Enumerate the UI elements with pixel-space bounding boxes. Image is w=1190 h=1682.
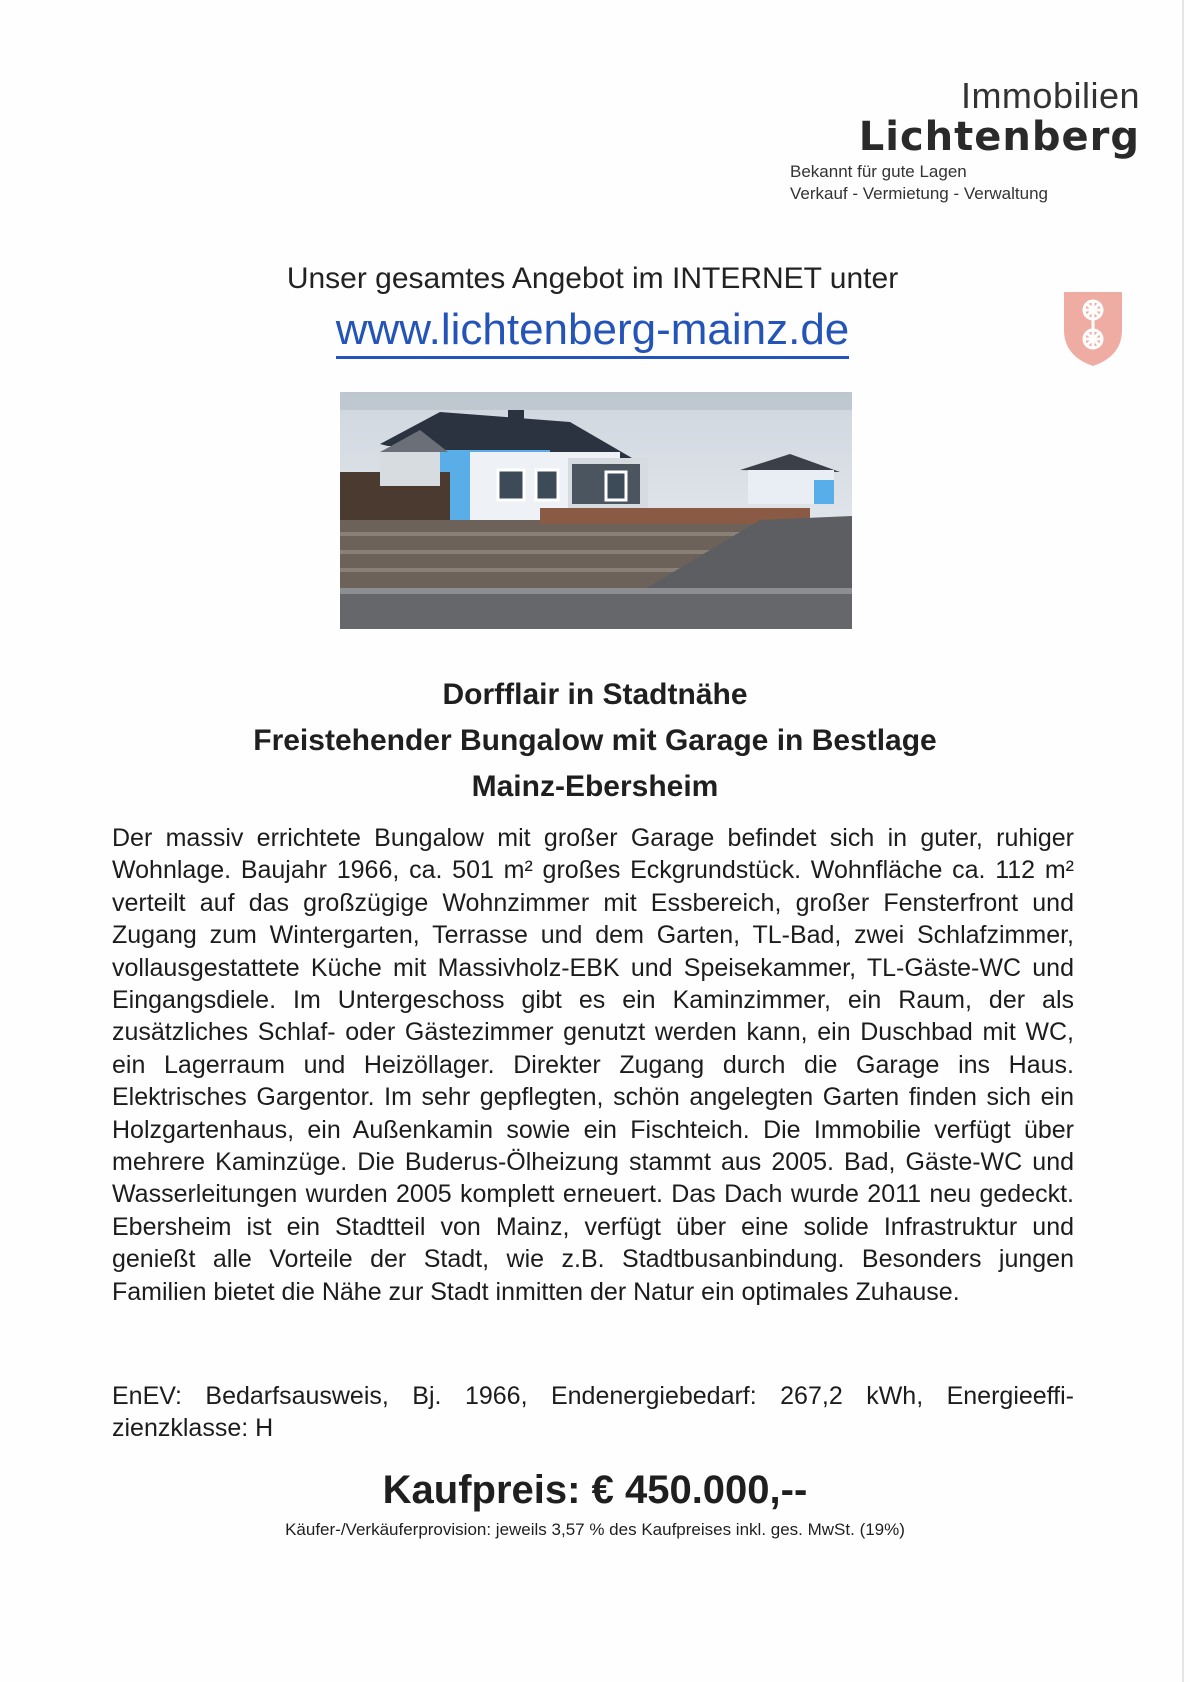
- property-description: Der massiv errichtete Bungalow mit großer Garage befindet sich in guter, ruhiger Wohnlage. Baujahr 1966, ca. 501 m² großes Eckgrundstück. Wohnfläche ca. 112 m² verteilt auf das großzügige Wohnzimmer mit Essbereich, großer Fensterfront und Zugang zum Wintergarten, Terrasse und dem Garten, TL-Bad, zwei Schlafzimmer, vollausgestattete Küche mit Massivholz-EBK und Speisekammer, TL-Gäste-WC und Eingangsdiele. Im Untergeschoss gibt es ein Kaminzimmer, ein Raum, der als zusätzliches Schlaf- oder Gästezimmer genutzt werden kann, ein Duschbad mit WC, ein Lagerraum und Heizöllager. Direkter Zugang durch die Garage ins Haus. Elektrisches Gargentor. Im sehr gepflegten, schön angelegten Garten finden sich ein Holzgartenhaus, ein Außenkamin sowie ein Fischteich. Die Immobilie verfügt über mehrere Kaminzüge. Die Buderus-Ölheizung stammt aus 2005. Bad, Gäste-WC und Wasserleitungen wurden 2005 komplett erneuert. Das Dach wurde 2011 neu gedeckt. Ebersheim ist ein Stadtteil von Mainz, verfügt über eine solide Infrastruktur und genießt alle Vorteile der Stadt, wie z.B. Stadtbusanbindung. Besonders jungen Familien bietet die Nähe zur Stadt inmitten der Natur ein optimales Zuhause.: [112, 824, 1074, 1306]
- listing-headline: [120, 672, 1070, 810]
- internet-intro: Unser gesamtes Angebot im INTERNET unter: [286, 262, 899, 295]
- logo-services: Verkauf - Vermietung - Verwaltung: [790, 184, 1048, 203]
- commission-note: Käufer-/Verkäuferprovision: jeweils 3,57 % des Kaufpreises inkl. ges. MwSt. (19%): [285, 1520, 905, 1539]
- scan-edge-line: [1182, 0, 1184, 1682]
- purchase-price: Kaufpreis: € 450.000,--: [382, 1468, 808, 1512]
- website-link[interactable]: www.lichtenberg-mainz.de: [336, 306, 850, 359]
- headline-line-3: Mainz-Ebersheim: [471, 770, 719, 803]
- logo-top-text: Immobilien: [960, 75, 1140, 116]
- internet-notice: [200, 262, 985, 359]
- logo-tagline: Bekannt für gute Lagen: [790, 162, 967, 181]
- mainz-wheel-icon: [1060, 286, 1126, 368]
- headline-line-2: Freistehender Bungalow mit Garage in Bestlage: [253, 724, 937, 757]
- company-logo: [790, 75, 1140, 204]
- headline-line-1: Dorfflair in Stadtnähe: [442, 678, 748, 711]
- logo-company-name: Lichtenberg: [858, 114, 1140, 160]
- energy-certificate-info: EnEV: Bedarfsausweis, Bj. 1966, Endenergiebedarf: 267,2 kWh, Energieeffi-zienzklasse: H: [112, 1382, 1074, 1443]
- house-photo: [340, 392, 852, 629]
